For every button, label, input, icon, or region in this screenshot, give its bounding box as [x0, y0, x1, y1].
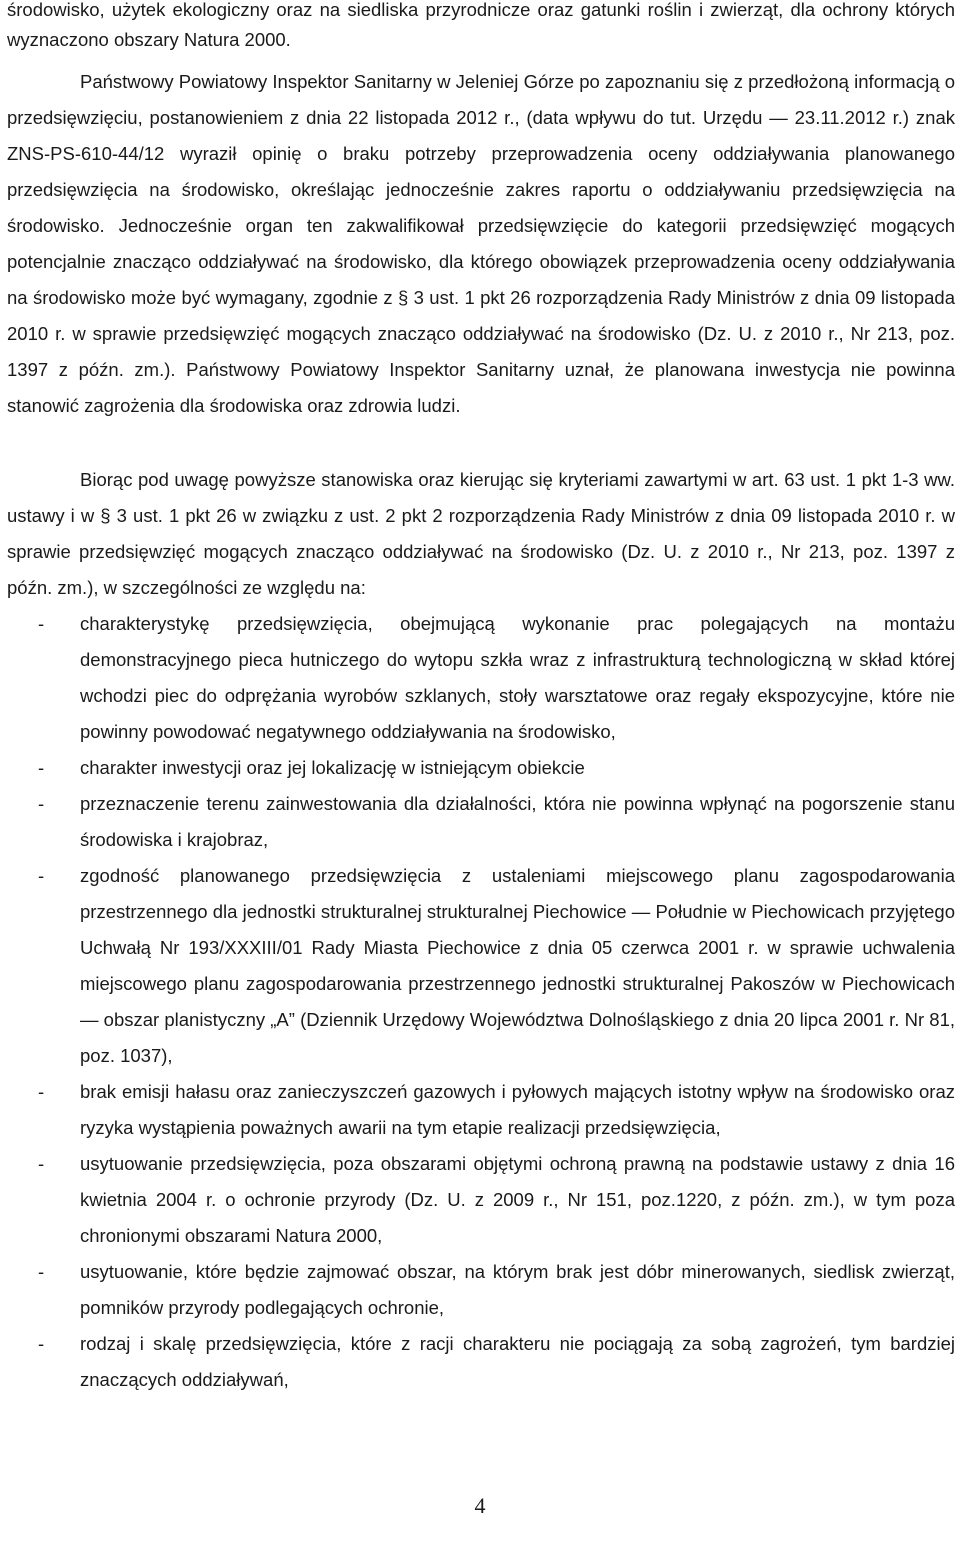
list-item-text: usytuowanie przedsięwzięcia, poza obszarami objętymi ochroną prawną na podstawie ustawy z dnia 16 kwietnia 2004 r. o ochronie przyrody (Dz. U. z 2009 r., Nr 151, poz.1220, z późn. zm.), w tym poza chronionymi obszarami Natura 2000, — [80, 1153, 955, 1246]
list-item — [0, 858, 960, 1074]
bullet-dash: - — [38, 793, 45, 814]
criteria-list — [0, 606, 960, 1398]
list-item-text: usytuowanie, które będzie zajmować obszar, na którym brak jest dóbr minerowanych, siedlisk zwierząt, pomników przyrody podlegających ochronie, — [80, 1261, 955, 1318]
list-item-text: przeznaczenie terenu zainwestowania dla działalności, która nie powinna wpłynąć na pogorszenie stanu środowiska i krajobraz, — [80, 793, 955, 850]
list-item — [0, 750, 960, 786]
intro-paragraph: środowisko, użytek ekologiczny oraz na siedliska przyrodnicze oraz gatunki roślin i zwierząt, dla ochrony których wyznaczono obszary Natura 2000. — [7, 0, 955, 50]
list-item-text: brak emisji hałasu oraz zanieczyszczeń gazowych i pyłowych mających istotny wpływ na środowisko oraz ryzyka wystąpienia poważnych awarii na tym etapie realizacji przedsięwzięcia, — [80, 1081, 955, 1138]
list-item — [0, 1326, 960, 1398]
list-item-text: charakterystykę przedsięwzięcia, obejmującą wykonanie prac polegających na montażu demonstracyjnego pieca hutniczego do wytopu szkła wraz z infrastrukturą technologiczną w skład której wchodzi piec do odprężania wyrobów szklanych, stoły warsztatowe oraz regały ekspozycyjne, które nie powinny powodować negatywnego oddziaływania na środowisko, — [80, 613, 955, 742]
list-item-text: zgodność planowanego przedsięwzięcia z ustaleniami miejscowego planu zagospodarowania przestrzennego dla jednostki strukturalnej strukturalnej Piechowice — Południe w Piechowicach przyjętego Uchwałą Nr 193/XXXIII/01 Rady Miasta Piechowice z dnia 05 czerwca 2001 r. w sprawie uchwalenia miejscowego planu zagospodarowania przestrzennego jednostki strukturalnej Pakoszów w Piechowicach — obszar planistyczny „A” (Dziennik Urzędowy Województwa Dolnośląskiego z dnia 20 lipca 2001 r. Nr 81, poz. 1037), — [80, 865, 955, 1066]
list-item-text: rodzaj i skalę przedsięwzięcia, które z racji charakteru nie pociągają za sobą zagrożeń, tym bardziej znaczących oddziaływań, — [80, 1333, 955, 1390]
paragraph-criteria: Biorąc pod uwagę powyższe stanowiska oraz kierując się kryteriami zawartymi w art. 63 ust. 1 pkt 1-3 ww. ustawy i w § 3 ust. 1 pkt 26 w związku z ust. 2 pkt 2 rozporządzenia Rady Ministrów z dnia 09 listopada 2010 r. w sprawie przedsięwzięć mogących znacząco oddziaływać na środowisko (Dz. U. z 2010 r., Nr 213, poz. 1397 z późn. zm.), w szczególności ze względu na: — [7, 469, 955, 598]
bullet-dash: - — [38, 1333, 45, 1354]
bullet-dash: - — [38, 757, 45, 778]
list-item-text: charakter inwestycji oraz jej lokalizację w istniejącym obiekcie — [80, 757, 585, 778]
list-item — [0, 1146, 960, 1254]
bullet-dash: - — [38, 1081, 45, 1102]
bullet-dash: - — [38, 1261, 45, 1282]
list-item — [0, 1254, 960, 1326]
page-number: 4 — [474, 1493, 486, 1518]
paragraph-sanitary-inspector-opinion: Państwowy Powiatowy Inspektor Sanitarny w Jeleniej Górze po zapoznaniu się z przedłożoną informacją o przedsięwzięciu, postanowieniem z dnia 22 listopada 2012 r., (data wpływu do tut. Urzędu — 23.11.2012 r.) znak ZNS-PS-610-44/12 wyraził opinię o braku potrzeby przeprowadzenia oceny oddziaływania planowanego przedsięwzięcia na środowisko, określając jednocześnie zakres raportu o oddziaływaniu przedsięwzięcia na środowisko. Jednocześnie organ ten zakwalifikował przedsięwzięcie do kategorii przedsięwzięć mogących potencjalnie znacząco oddziaływać na środowisko, dla którego obowiązek przeprowadzenia oceny oddziaływania na środowisko może być wymagany, zgodnie z § 3 ust. 1 pkt 26 rozporządzenia Rady Ministrów z dnia 09 listopada 2010 r. w sprawie przedsięwzięć mogących znacząco oddziaływać na środowisko (Dz. U. z 2010 r., Nr 213, poz. 1397 z późn. zm.). Państwowy Powiatowy Inspektor Sanitarny uznał, że planowana inwestycja nie powinna stanowić zagrożenia dla środowiska oraz zdrowia ludzi. — [7, 71, 955, 416]
bullet-dash: - — [38, 613, 45, 634]
bullet-dash: - — [38, 865, 45, 886]
list-item — [0, 1074, 960, 1146]
bullet-dash: - — [38, 1153, 45, 1174]
list-item — [0, 606, 960, 750]
list-item — [0, 786, 960, 858]
